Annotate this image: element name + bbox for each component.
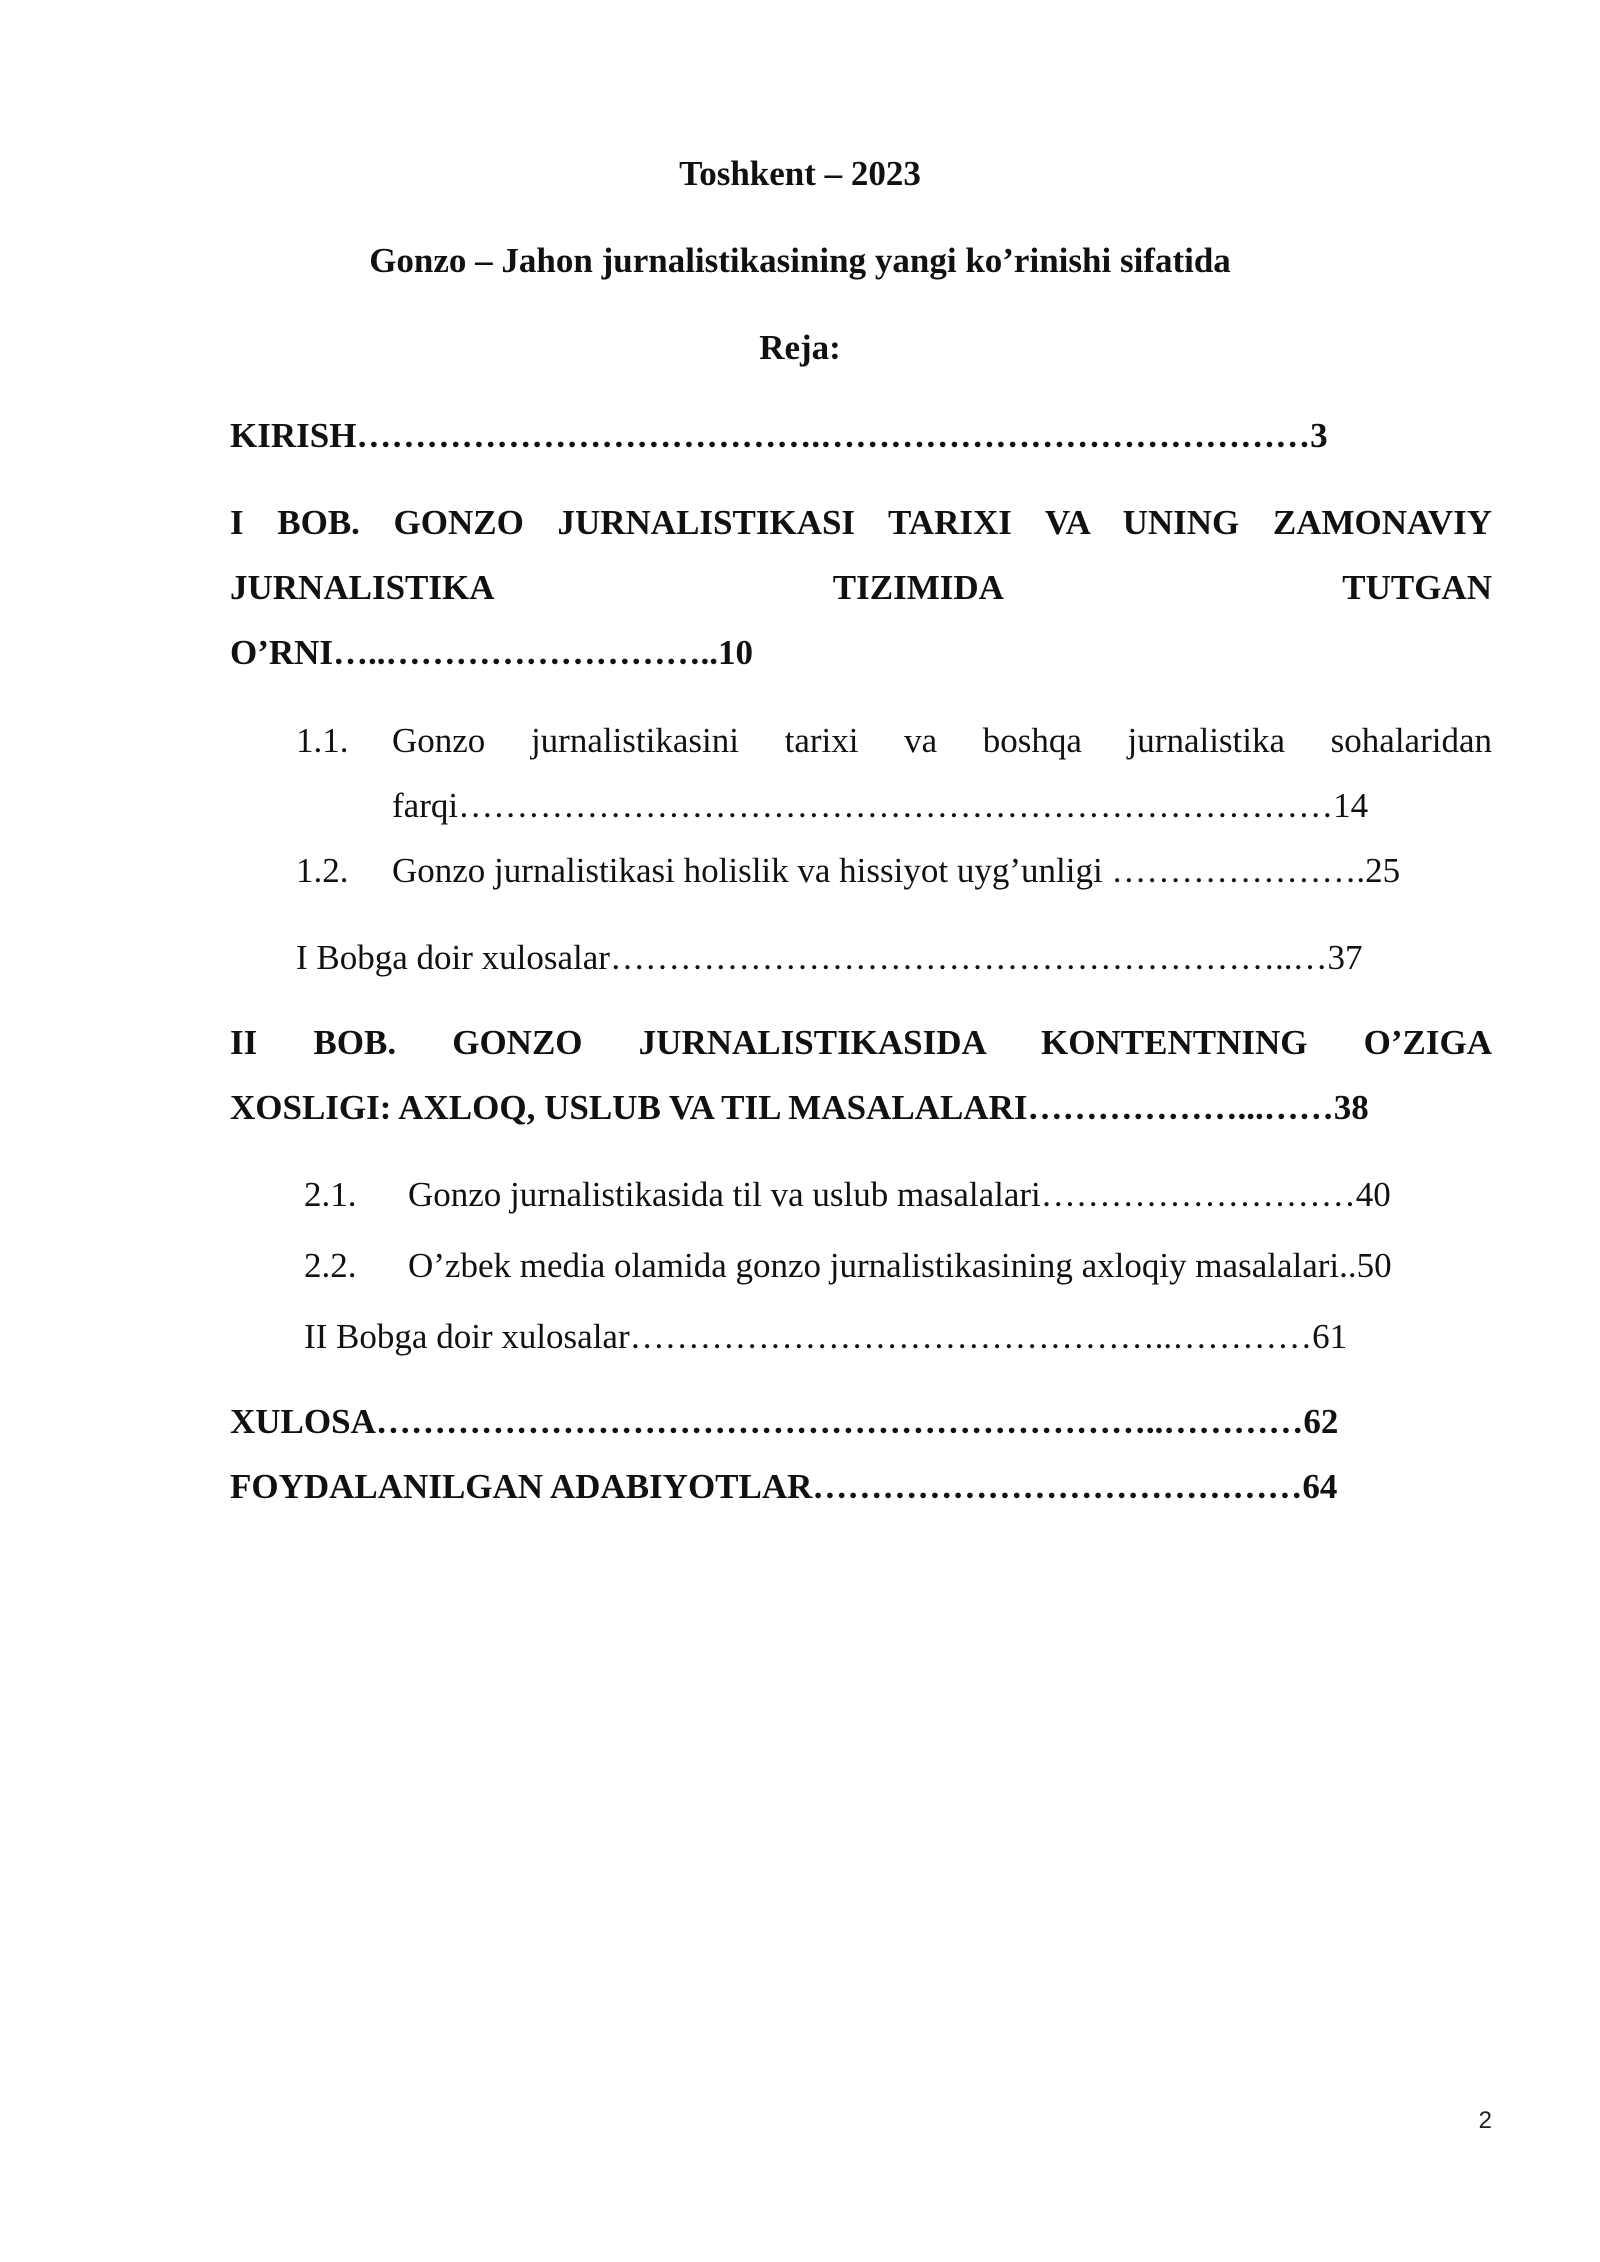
toc-section-1-1-line-1: Gonzo jurnalistikasini tarixi va boshqa jurnalistika sohalaridan <box>392 721 1492 760</box>
toc-section-1-2-text: Gonzo jurnalistikasi holislik va hissiyot uyg’unligi ………………….25 <box>392 851 1401 890</box>
toc-chapter-2 <box>230 1010 1492 1140</box>
toc-chapter-2-conclusion: II Bobga doir xulosalar………………………………………..…………61 <box>304 1317 1348 1356</box>
toc-chapter-1-word-a: JURNALISTIKA <box>230 568 495 607</box>
plan-heading: Reja: <box>759 328 841 367</box>
toc-chapter-2-line-1: II BOB. GONZO JURNALISTIKASIDA KONTENTNING O’ZIGA <box>230 1023 1492 1062</box>
toc-section-2-1-text: Gonzo jurnalistikasida til va uslub masalalari………………………40 <box>408 1175 1391 1214</box>
toc-chapter-1-word-b: TIZIMIDA <box>832 568 1004 607</box>
toc-references <box>230 1454 1492 1519</box>
document-title: Gonzo – Jahon jurnalistikasining yangi ko’rinishi sifatida <box>369 241 1231 280</box>
toc-conclusion-text: XULOSA…………………………………………………………..…………62 <box>230 1402 1339 1441</box>
city-year: Toshkent – 2023 <box>679 154 921 193</box>
toc-section-2-1-number: 2.1. <box>304 1175 357 1214</box>
toc-references-text: FOYDALANILGAN ADABIYOTLAR……………………………………64 <box>230 1467 1338 1506</box>
toc-section-1-2-number: 1.2. <box>296 851 349 890</box>
toc-chapter-1-conclusion: I Bobga doir xulosalar…………………………………………………..…37 <box>296 938 1363 977</box>
toc-chapter-1 <box>230 490 1492 685</box>
page-number: 2 <box>1478 2107 1492 2134</box>
toc-chapter-1-line-1: I BOB. GONZO JURNALISTIKASI TARIXI VA UNING ZAMONAVIY <box>230 503 1492 542</box>
toc-section-2-2-text: O’zbek media olamida gonzo jurnalistikasining axloqiy masalalari..50 <box>408 1246 1392 1285</box>
toc-intro-text: KIRISH………………………………….……………………………………3 <box>230 416 1328 455</box>
toc-chapter-2-line-2: XOSLIGI: AXLOQ, USLUB VA TIL MASALALARI………………...……38 <box>230 1088 1369 1127</box>
toc-intro <box>230 403 1492 468</box>
toc-chapter-1-line-2 <box>230 555 1492 620</box>
toc-chapter-1-line-3: O’RNI…..………………………..10 <box>230 633 754 672</box>
toc-section-2-2-number: 2.2. <box>304 1246 357 1285</box>
toc-section-1-1-number: 1.1. <box>296 721 349 760</box>
toc-chapter-1-word-c: TUTGAN <box>1342 568 1492 607</box>
toc-section-1-1-line-2: farqi…………………………………………………………………14 <box>392 786 1369 825</box>
toc-conclusion <box>230 1389 1492 1454</box>
